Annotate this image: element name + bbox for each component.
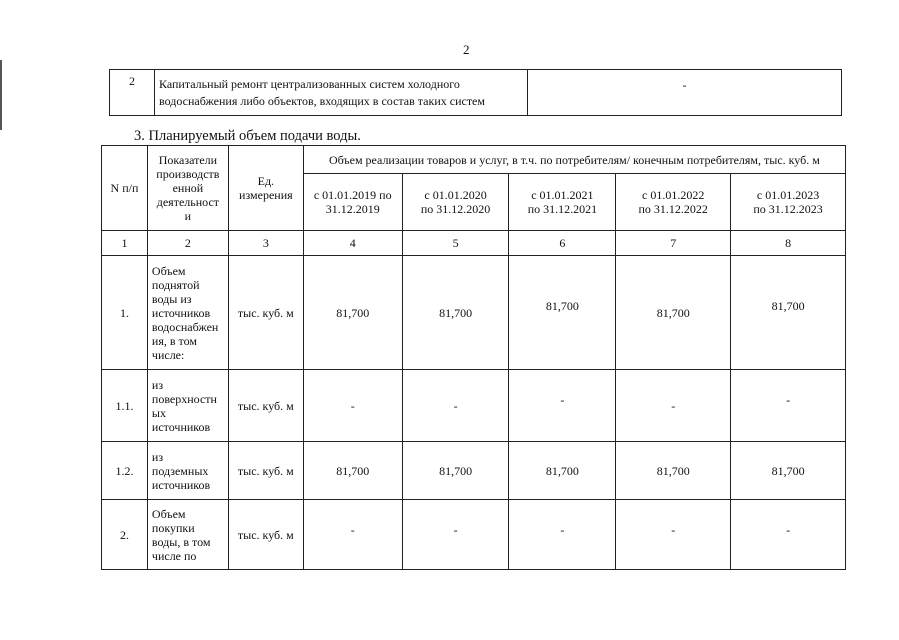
- table-row: [102, 442, 846, 500]
- row-value: -: [616, 500, 731, 570]
- row-value: 81,700: [509, 442, 616, 500]
- row-unit: тыс. куб. м: [228, 256, 303, 370]
- header-volume: Объем реализации товаров и услуг, в т.ч. по потребителям/ конечным потребителям, тыс. куб. м: [303, 146, 845, 174]
- header-row: [102, 146, 846, 174]
- water-supply-table: [101, 145, 846, 570]
- column-number: 7: [616, 231, 731, 256]
- row-num: 1.2.: [102, 442, 148, 500]
- row-indicator: из поверхностн ых источников: [147, 370, 228, 442]
- table-row: [102, 500, 846, 570]
- header-unit: Ед. измерения: [228, 146, 303, 231]
- top-row-number: 2: [110, 70, 155, 116]
- row-value: -: [509, 500, 616, 570]
- section-title: 3. Планируемый объем подачи воды.: [134, 128, 361, 144]
- header-period: с 01.01.2023 по 31.12.2023: [731, 174, 846, 231]
- row-value: -: [509, 370, 616, 442]
- column-number: 3: [228, 231, 303, 256]
- row-value: 81,700: [616, 256, 731, 370]
- row-value: 81,700: [303, 442, 402, 500]
- column-number: 5: [402, 231, 509, 256]
- row-value: -: [731, 370, 846, 442]
- column-number: 1: [102, 231, 148, 256]
- row-value: 81,700: [731, 442, 846, 500]
- top-row-description-line: Капитальный ремонт централизованных систем холодного: [159, 76, 460, 91]
- top-row-value: -: [528, 70, 842, 116]
- header-period: с 01.01.2022 по 31.12.2022: [616, 174, 731, 231]
- row-value: -: [402, 500, 509, 570]
- top-table: [109, 69, 842, 116]
- table-row: [102, 370, 846, 442]
- column-number: 8: [731, 231, 846, 256]
- header-num: N п/п: [102, 146, 148, 231]
- row-value: -: [402, 370, 509, 442]
- row-value: -: [616, 370, 731, 442]
- row-value: 81,700: [616, 442, 731, 500]
- header-indicator: Показатели производств енной деятельност и: [147, 146, 228, 231]
- column-numbers-row: [102, 231, 846, 256]
- table-row: [102, 256, 846, 370]
- row-value: -: [731, 500, 846, 570]
- row-indicator: Объем поднятой воды из источников водоснабжен ия, в том числе:: [147, 256, 228, 370]
- row-unit: тыс. куб. м: [228, 442, 303, 500]
- page-number: 2: [463, 42, 470, 57]
- row-value: 81,700: [303, 256, 402, 370]
- top-row-description-line: водоснабжения либо объектов, входящих в состав таких систем: [159, 93, 485, 108]
- row-num: 2.: [102, 500, 148, 570]
- row-value: -: [303, 500, 402, 570]
- column-number: 4: [303, 231, 402, 256]
- row-indicator: из подземных источников: [147, 442, 228, 500]
- header-period: с 01.01.2019 по 31.12.2019: [303, 174, 402, 231]
- row-value: 81,700: [402, 256, 509, 370]
- row-value: 81,700: [402, 442, 509, 500]
- row-indicator: Объем покупки воды, в том числе по: [147, 500, 228, 570]
- scan-edge-mark: [0, 60, 2, 130]
- top-row-description: [155, 70, 528, 116]
- row-unit: тыс. куб. м: [228, 370, 303, 442]
- header-period: с 01.01.2020 по 31.12.2020: [402, 174, 509, 231]
- row-num: 1.: [102, 256, 148, 370]
- row-value: -: [303, 370, 402, 442]
- table-row: [110, 70, 842, 116]
- row-value: 81,700: [509, 256, 616, 370]
- row-num: 1.1.: [102, 370, 148, 442]
- column-number: 6: [509, 231, 616, 256]
- row-value: 81,700: [731, 256, 846, 370]
- row-unit: тыс. куб. м: [228, 500, 303, 570]
- column-number: 2: [147, 231, 228, 256]
- header-period: с 01.01.2021 по 31.12.2021: [509, 174, 616, 231]
